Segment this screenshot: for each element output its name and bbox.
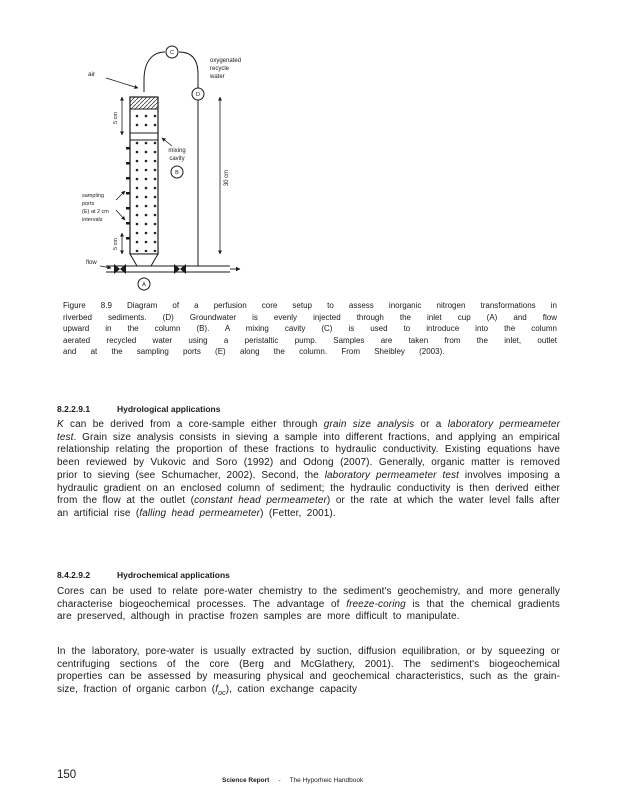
section-number: 8.4.2.9.2 <box>57 570 91 580</box>
figure-caption: Figure 8.9 Diagram of a perfusion core setup to assess inorganic nitrogen transformations in riverbed sediments. (D) Groundwater is evenly injected through the inlet cup (A) and flow upward in the column (B). A mixing cavity (C) is used to introduce into the column aerated recycled water using a peristaltic pump. Samples are taken from the inlet, outlet and at the sampling ports (E) along the column. From Sheibley (2003). <box>63 301 557 356</box>
section-title: Hydrological applications <box>117 404 221 414</box>
section-heading-hydrochemical <box>57 570 230 580</box>
mixing-cavity-label-1: mixing <box>168 148 186 154</box>
text-run: K <box>57 419 64 430</box>
text-run: or a <box>414 419 448 430</box>
text-run: ) or the rate at which the water level falls after an artificial rise ( <box>57 495 560 519</box>
paragraph-hydrological <box>57 419 560 521</box>
text-run: f <box>215 684 219 696</box>
figure-diagram <box>80 32 265 305</box>
column-letter-b: B <box>175 170 179 176</box>
section-number: 8.2.2.9.1 <box>57 404 91 414</box>
text-run: . Grain size analysis consists in sieving a sample into different fractions, and applying an empirical relationship relating the proportion of these fractions to hydraulic conductivity. Existing equations have been reviewed by Vukovic and Soro (1992) and Odong (2007). Generally, organic matter is removed prior to sieving (see Schumacher, 2002). Second, the <box>57 431 560 481</box>
text-run: laboratory permeameter test <box>57 419 561 443</box>
text-run: grain size analysis <box>323 419 415 430</box>
air-label: air <box>88 71 96 78</box>
sampling-label-1: sampling <box>82 193 105 199</box>
text-run: laboratory permeameter test <box>324 469 459 481</box>
column-cap <box>130 97 158 109</box>
text-run: In the laboratory, pore-water is usually extracted by suction, diffusion equilibration, or by squeezing or centrifuging sections of the core (Berg and McGlathery, 2001). The sediment's biogeochemical properties can be assessed by measuring physical and geochemical characteristics, such as the grain-size, fraction of organic carbon ( <box>57 646 560 696</box>
sampling-arrow-lower <box>116 210 125 220</box>
dim-bottom-label: 5 cm <box>113 238 119 250</box>
sampling-label-3: (E) at 2 cm <box>82 209 109 215</box>
inlet-cup-letter-a: A <box>142 282 146 288</box>
sampling-arrow-upper <box>116 191 125 200</box>
footer-running-title <box>222 777 363 784</box>
text-run: can be derived from a core-sample either through <box>63 419 324 430</box>
paragraph-hydrochemical-1 <box>57 586 560 624</box>
mixing-cavity-label-2: cavity <box>169 156 185 162</box>
footer-book-title: The Hyporheic Handbook <box>289 777 364 784</box>
text-run: ) (Fetter, 2001). <box>260 507 336 519</box>
sampling-label-2: ports <box>82 201 95 207</box>
dim-top-label: 5 cm <box>113 112 119 124</box>
dim-side-label: 30 cm <box>224 169 230 187</box>
section-heading-hydrological <box>57 404 220 414</box>
pump-letter-c: C <box>170 50 174 56</box>
paragraph-hydrochemical-2 <box>57 646 560 701</box>
text-run: falling head permeameter <box>139 507 261 519</box>
text-run: constant head permeameter <box>194 495 327 507</box>
text-run: Cores can be used to relate pore-water chemistry to the sediment's geochemistry, and more generally characterise biogeochemical processes. The advantage of <box>57 586 560 610</box>
text-run: oc <box>218 690 226 698</box>
text-run: involves imposing a hydraulic gradient on an enclosed column of sediment; the hydraulic conductivity is then derived either from the flow at the outlet ( <box>57 469 560 507</box>
mixing-cavity-arrow <box>162 138 172 146</box>
text-run: freeze-coring <box>346 598 406 610</box>
footer-separator: - <box>278 777 281 784</box>
recycle-tube-top <box>144 52 165 92</box>
sampling-label-4: intervals <box>82 217 103 223</box>
oxygenated-label-1: oxygenated <box>210 58 242 64</box>
footer-report-label: Science Report <box>222 777 270 784</box>
oxygenated-label-3: water <box>210 74 225 80</box>
oxygenated-label-2: recycle <box>210 66 230 72</box>
section-title: Hydrochemical applications <box>117 570 230 580</box>
flow-label: flow <box>86 260 97 266</box>
page-number: 150 <box>57 769 77 781</box>
perfusion-core-diagram <box>80 32 265 300</box>
air-arrow <box>106 78 138 88</box>
text-run: is that the chemical gradients are preserved, although in practise frozen samples are more difficult to manipulate. <box>57 598 560 623</box>
tube-letter-d: D <box>196 92 200 98</box>
inlet-cup <box>130 254 158 266</box>
text-run: ), cation exchange capacity <box>225 684 358 696</box>
sampling-port-ticks <box>126 147 130 240</box>
